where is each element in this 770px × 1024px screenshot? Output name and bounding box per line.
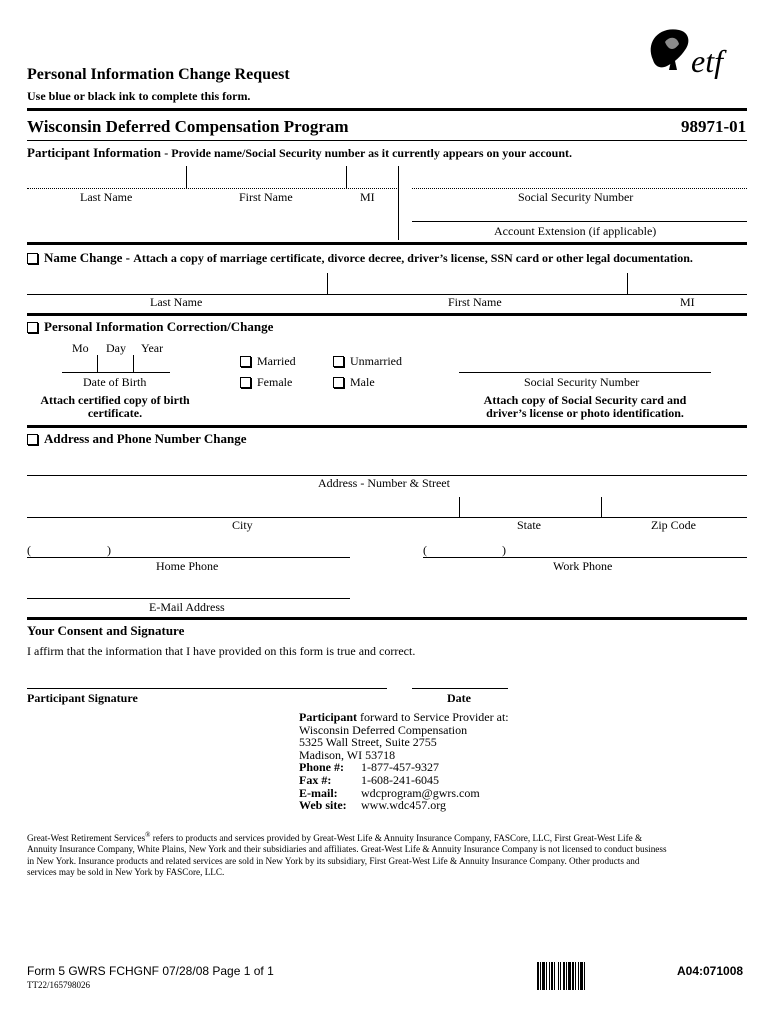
svg-text:etf: etf bbox=[691, 43, 723, 79]
date-field[interactable] bbox=[412, 688, 508, 689]
revision-code: A04:071008 bbox=[677, 964, 744, 978]
mi-label: MI bbox=[360, 190, 375, 204]
new-ssn-label: Social Security Number bbox=[524, 375, 640, 389]
forward-block: Participant forward to Service Provider at: Wisconsin Deferred Compensation 5325 Wall Street, Suite 2755 Madison, WI 53718 Phone #: 1-877-457-9327 Fax #: 1-608-241-6045 E-mail: wdcprogram@gwrs.com Web site: www.wdc457.org bbox=[299, 710, 509, 813]
etf-logo bbox=[645, 22, 750, 82]
new-first-name-label: First Name bbox=[448, 295, 502, 309]
new-last-name-label: Last Name bbox=[150, 295, 203, 309]
tracking-code: TT22/165798026 bbox=[27, 980, 90, 990]
divider bbox=[133, 355, 134, 373]
barcode-bar bbox=[540, 962, 541, 990]
participant-ssn-field[interactable] bbox=[412, 188, 747, 189]
divider bbox=[186, 166, 187, 188]
zip-label: Zip Code bbox=[651, 518, 696, 532]
divider bbox=[97, 355, 98, 373]
section-rule bbox=[27, 242, 747, 245]
new-ssn-field[interactable] bbox=[459, 372, 711, 373]
divider bbox=[459, 497, 460, 517]
divider bbox=[601, 497, 602, 517]
date-label: Date bbox=[447, 691, 471, 705]
disclaimer: Great-West Retirement Services® refers to products and services provided by Great-West Life & Annuity Insurance Company, FASCore, LLC, First Great-West Life & Annuity Insurance Company, White Plains, New York and their subsidiaries and affiliates. Great-West Life & Annuity Insurance Company is not licensed to conduct business in New York. Insurance products and related services are sold in New York by its subsidiary, First Great-West Life & Annuity Insurance Company. Other products and services may be sold in New York by FASCore, LLC. bbox=[27, 831, 667, 877]
divider bbox=[327, 273, 328, 295]
section-rule bbox=[27, 313, 747, 316]
work-area-close: ) bbox=[502, 543, 506, 557]
account-extension-label: Account Extension (if applicable) bbox=[494, 224, 657, 238]
consent-heading: Your Consent and Signature bbox=[27, 623, 185, 638]
name-change-heading: Name Change - Attach a copy of marriage certificate, divorce decree, driver’s license, SSN card or other legal documentation. bbox=[27, 250, 693, 266]
year-label: Year bbox=[141, 341, 164, 355]
barcode-bar bbox=[578, 962, 579, 990]
ssn-label: Social Security Number bbox=[518, 190, 634, 204]
home-phone-label: Home Phone bbox=[156, 559, 219, 573]
affirm-text: I affirm that the information that I have provided on this form is true and correct. bbox=[27, 644, 416, 658]
divider bbox=[346, 166, 347, 188]
mo-label: Mo bbox=[72, 341, 89, 355]
home-area-close: ) bbox=[107, 543, 111, 557]
ink-instructions: Use blue or black ink to complete this form. bbox=[27, 89, 251, 103]
divider bbox=[398, 166, 399, 240]
barcode bbox=[537, 962, 613, 990]
married-option[interactable]: Married bbox=[240, 354, 296, 369]
section-rule bbox=[27, 425, 747, 428]
dob-label: Date of Birth bbox=[83, 375, 147, 389]
unmarried-option[interactable]: Unmarried bbox=[333, 354, 402, 369]
barcode-bar bbox=[560, 962, 561, 990]
barcode-bar bbox=[537, 962, 539, 990]
state-label: State bbox=[517, 518, 541, 532]
city-state-zip-field[interactable] bbox=[27, 517, 747, 518]
unmarried-checkbox[interactable] bbox=[333, 356, 344, 367]
form-title: Personal Information Change Request bbox=[27, 66, 290, 83]
work-phone-field[interactable] bbox=[423, 557, 747, 558]
participant-heading: Participant Information - Provide name/Social Security number as it currently appears on your account. bbox=[27, 145, 572, 160]
home-area-open: ( bbox=[27, 543, 31, 557]
barcode-bar bbox=[566, 962, 567, 990]
correction-checkbox[interactable] bbox=[27, 322, 38, 333]
work-area-open: ( bbox=[423, 543, 427, 557]
name-change-checkbox[interactable] bbox=[27, 253, 38, 264]
barcode-bar bbox=[542, 962, 545, 990]
work-phone-label: Work Phone bbox=[553, 559, 613, 573]
divider bbox=[627, 273, 628, 295]
form-number: 98971-01 bbox=[681, 117, 747, 136]
dob-field[interactable] bbox=[62, 372, 170, 373]
last-name-label: Last Name bbox=[80, 190, 133, 204]
day-label: Day bbox=[106, 341, 126, 355]
address-heading: Address and Phone Number Change bbox=[27, 431, 247, 447]
barcode-bar bbox=[546, 962, 547, 990]
barcode-bar bbox=[572, 962, 574, 990]
new-name-field[interactable] bbox=[27, 294, 747, 295]
barcode-bar bbox=[575, 962, 576, 990]
attach-ssn-note: Attach copy of Social Security card and driver’s license or photo identification. bbox=[483, 393, 687, 420]
account-extension-field[interactable] bbox=[412, 221, 747, 222]
email-label: E-Mail Address bbox=[149, 600, 225, 614]
signature-field[interactable] bbox=[27, 688, 387, 689]
address-checkbox[interactable] bbox=[27, 434, 38, 445]
female-option[interactable]: Female bbox=[240, 375, 292, 390]
male-option[interactable]: Male bbox=[333, 375, 375, 390]
email-field[interactable] bbox=[27, 598, 350, 599]
form-code: Form 5 GWRS FCHGNF 07/28/08 Page 1 of 1 bbox=[27, 964, 274, 978]
attach-birth-note: Attach certified copy of birth certificate. bbox=[40, 393, 190, 420]
female-checkbox[interactable] bbox=[240, 377, 251, 388]
correction-heading: Personal Information Correction/Change bbox=[27, 319, 273, 335]
married-checkbox[interactable] bbox=[240, 356, 251, 367]
first-name-label: First Name bbox=[239, 190, 293, 204]
barcode-bar bbox=[549, 962, 550, 990]
street-label: Address - Number & Street bbox=[318, 476, 450, 490]
male-checkbox[interactable] bbox=[333, 377, 344, 388]
signature-label: Participant Signature bbox=[27, 691, 138, 705]
new-mi-label: MI bbox=[680, 295, 695, 309]
barcode-bar bbox=[558, 962, 559, 990]
program-name: Wisconsin Deferred Compensation Program bbox=[27, 117, 349, 136]
barcode-bar bbox=[563, 962, 565, 990]
barcode-bar bbox=[568, 962, 571, 990]
participant-name-field[interactable] bbox=[27, 188, 397, 189]
barcode-bar bbox=[584, 962, 585, 990]
header-rule bbox=[27, 108, 747, 111]
barcode-bar bbox=[554, 962, 555, 990]
home-phone-field[interactable] bbox=[27, 557, 350, 558]
program-rule bbox=[27, 140, 747, 141]
barcode-bar bbox=[580, 962, 583, 990]
barcode-bar bbox=[551, 962, 553, 990]
city-label: City bbox=[232, 518, 253, 532]
section-rule bbox=[27, 617, 747, 620]
